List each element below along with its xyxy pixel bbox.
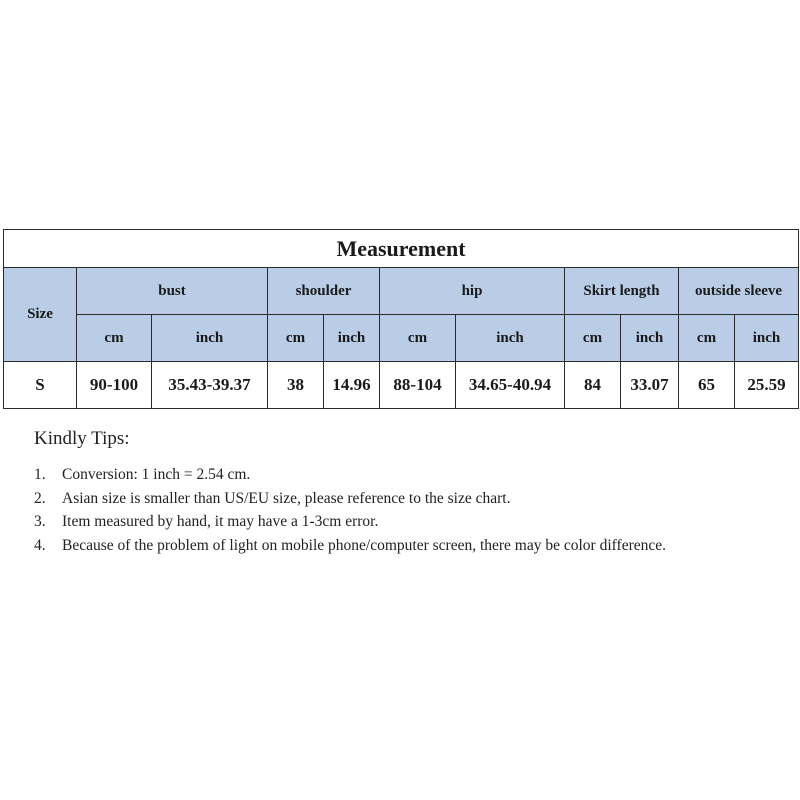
list-item-number: 3.	[34, 513, 46, 530]
list-item-number: 4.	[34, 536, 46, 554]
unit-header: inch	[456, 315, 565, 362]
unit-header: cm	[268, 315, 324, 362]
shoulder-header: shoulder	[268, 268, 380, 315]
unit-header: inch	[735, 315, 799, 362]
skirt-cm-value: 84	[565, 362, 621, 409]
list-item	[34, 464, 774, 486]
tips-title: Kindly Tips:	[34, 428, 130, 449]
table-title: Measurement	[4, 230, 799, 268]
skirt-inch-value: 33.07	[621, 362, 679, 409]
hip-inch-value: 34.65-40.94	[456, 362, 565, 409]
outside-sleeve-header: outside sleeve	[679, 268, 799, 315]
bust-cm-value: 90-100	[77, 362, 152, 409]
list-item	[34, 488, 774, 510]
size-chart-table	[3, 229, 799, 409]
list-item-text: Asian size is smaller than US/EU size, please reference to the size chart.	[62, 489, 511, 507]
hip-header: hip	[380, 268, 565, 315]
list-item-text: Item measured by hand, it may have a 1-3cm error.	[62, 513, 379, 530]
list-item-text: Conversion: 1 inch = 2.54 cm.	[62, 466, 251, 483]
unit-header: inch	[621, 315, 679, 362]
bust-inch-value: 35.43-39.37	[152, 362, 268, 409]
list-item-number: 2.	[34, 489, 46, 507]
list-item-text: Because of the problem of light on mobile phone/computer screen, there may be color difference.	[62, 536, 666, 554]
shoulder-inch-value: 14.96	[324, 362, 380, 409]
unit-header: cm	[679, 315, 735, 362]
list-item	[34, 511, 774, 533]
hip-cm-value: 88-104	[380, 362, 456, 409]
unit-header: cm	[77, 315, 152, 362]
skirt-length-header: Skirt length	[565, 268, 679, 315]
unit-header: inch	[152, 315, 268, 362]
unit-header: inch	[324, 315, 380, 362]
bust-header: bust	[77, 268, 268, 315]
list-item	[34, 535, 774, 557]
size-header: Size	[4, 268, 77, 362]
list-item-number: 1.	[34, 466, 46, 483]
unit-header: cm	[565, 315, 621, 362]
kindly-tips	[34, 428, 774, 558]
table-row	[4, 362, 799, 409]
shoulder-cm-value: 38	[268, 362, 324, 409]
size-value: S	[4, 362, 77, 409]
tips-list	[34, 464, 774, 557]
sleeve-inch-value: 25.59	[735, 362, 799, 409]
sleeve-cm-value: 65	[679, 362, 735, 409]
unit-header: cm	[380, 315, 456, 362]
